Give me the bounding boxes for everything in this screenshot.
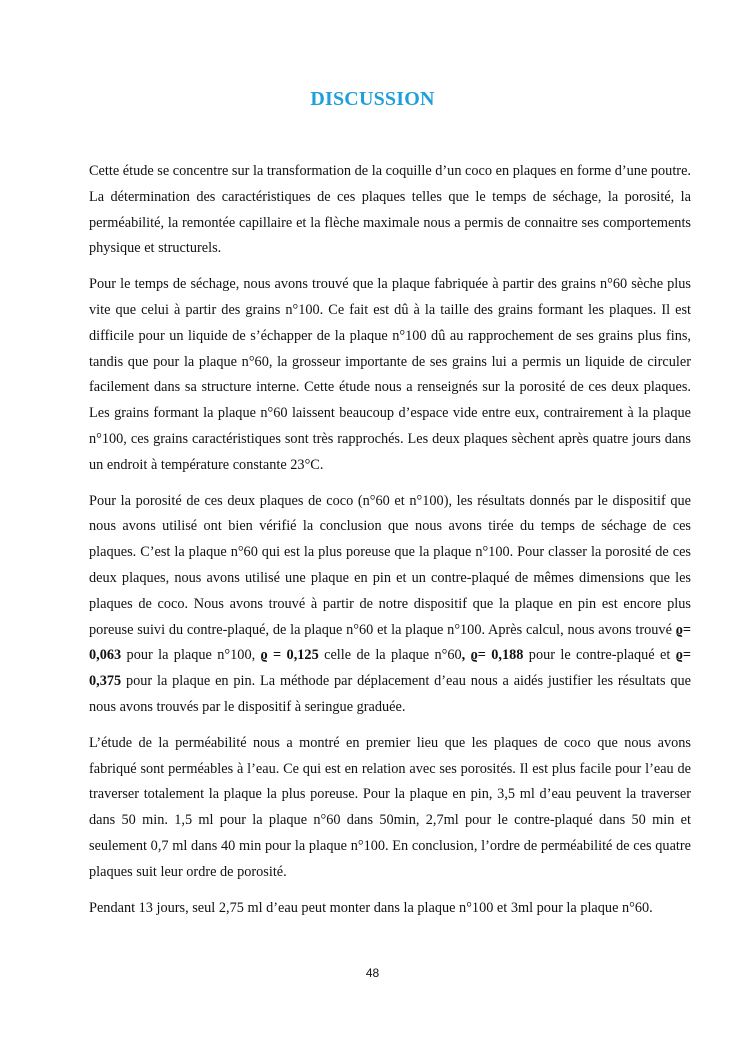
paragraph-3-outro: pour la plaque en pin. La méthode par déplacement d’eau nous a aidés justifier les résultats que nous avons trouvés par le dispositif à seringue graduée. [89,673,691,715]
paragraph-4: L’étude de la perméabilité nous a montré en premier lieu que les plaques de coco que nous avons fabriqué sont perméables à l’eau. Ce qui est en relation avec ses porosités. Il est plus facile pour l’eau de traverser totalement la plaque la plus poreuse. Pour la plaque en pin, 3,5 ml d’eau peuvent la traverser dans 50 min. 1,5 ml pour la plaque n°60 dans 50min, 2,7ml pour le contre-plaqué dans 50 min et seulement 0,7 ml dans 40 min pour la plaque n°100. En conclusion, l’ordre de perméabilité de ces quatre plaques suit leur ordre de porosité. [89,734,691,880]
porosity-value-contreplaque: , ϱ= 0,188 [461,647,524,664]
paragraph-3-intro: Pour la porosité de ces deux plaques de coco (n°60 et n°100), les résultats donnés par le dispositif que nous avons utilisé ont bien vérifié la conclusion que nous avons tirée du temps de séchage de ces plaques. C’est la plaque n°60 qui est la plus poreuse que la plaque n°100. Pour classer la porosité de ces deux plaques, nous avons utilisé une plaque en pin et un contre-plaqué de mêmes dimensions que les plaques de coco. Nous avons trouvé à partir de notre dispositif que la plaque en pin est encore plus poreuse suivi du contre-plaqué, de la plaque n°60 et la plaque n°100. Après calcul, nous avons trouvé [89,492,691,638]
paragraph-1: Cette étude se concentre sur la transformation de la coquille d’un coco en plaques en forme d’une poutre. La détermination des caractéristiques de ces plaques telles que le temps de séchage, la porosité, la perméabilité, la remontée capillaire et la flèche maximale nous a permis de connaitre ses comportements physique et structurels. [89,163,691,257]
page-number: 48 [365,966,380,980]
paragraph-3-text-3: pour le contre-plaqué et [523,647,676,664]
paragraph-5: Pendant 13 jours, seul 2,75 ml d’eau peut monter dans la plaque n°100 et 3ml pour la plaque n°60. [89,899,653,916]
porosity-value-pin: ϱ= 0,375 [89,647,691,690]
paragraph-3-text-1: pour la plaque n°100, [121,647,261,664]
paragraph-2: Pour le temps de séchage, nous avons trouvé que la plaque fabriquée à partir des grains n°60 sèche plus vite que celui à partir des grains n°100. Ce fait est dû à la taille des grains formant les plaques. Il est difficile pour un liquide de s’échapper de la plaque n°100 dû au rapprochement de ses grains plus fins, tandis que pour la plaque n°60, la grosseur importante de ses grains lui a permis un liquide de circuler facilement dans sa structure interne. Cette étude nous a renseignés sur la porosité de ces deux plaques. Les grains formant la plaque n°60 laissent beaucoup d’espace vide entre eux, contrairement à la plaque n°100, ces grains caractéristiques sont très rapprochés. Les deux plaques sèchent après quatre jours dans un endroit à température constante 23°C. [89,276,691,473]
porosity-value-n100: ϱ= 0,063 [89,621,691,664]
porosity-value-n60: ϱ = 0,125 [260,647,319,664]
page-title: DISCUSSION [310,88,435,110]
paragraph-3-text-2: celle de la plaque n°60 [318,647,462,664]
discussion-body [89,159,691,931]
paragraph-3 [89,489,691,721]
